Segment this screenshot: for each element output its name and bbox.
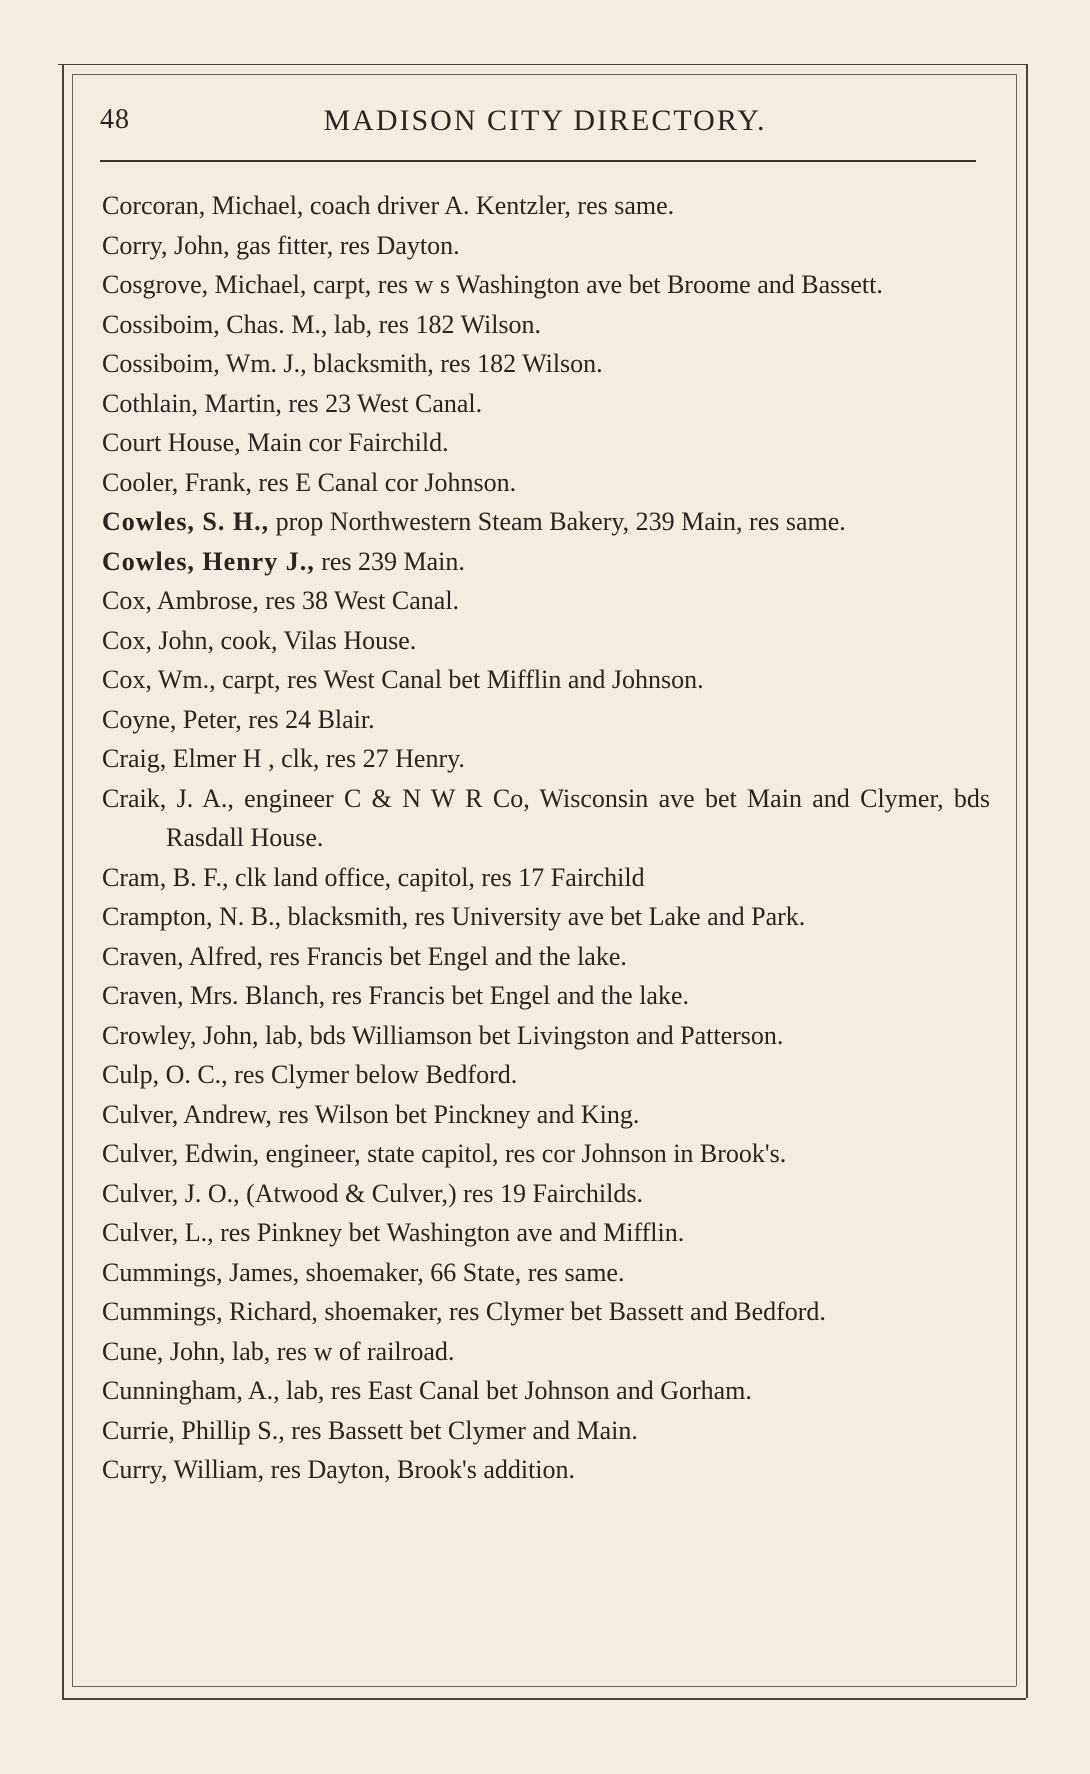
entry-text: Cooler, Frank, res E Canal cor Johnson. xyxy=(102,467,517,497)
entry-text: Crampton, N. B., blacksmith, res University ave bet Lake and Park. xyxy=(102,902,806,931)
directory-entry xyxy=(102,226,990,266)
entry-text: Culver, J. O., (Atwood & Culver,) res 19 Fairchilds. xyxy=(102,1178,643,1208)
entry-text: Cox, John, cook, Vilas House. xyxy=(102,625,417,655)
directory-entry xyxy=(102,976,990,1016)
entry-text: Cunningham, A., lab, res East Canal bet Johnson and Gorham. xyxy=(102,1376,752,1405)
entry-text: Corcoran, Michael, coach driver A. Kentzler, res same. xyxy=(102,191,675,220)
directory-entry xyxy=(102,660,990,700)
entry-text: Cox, Wm., carpt, res West Canal bet Mifflin and Johnson. xyxy=(102,665,704,694)
entry-text: Craig, Elmer H , clk, res 27 Henry. xyxy=(102,744,465,773)
entry-text: Cummings, James, shoemaker, 66 State, res same. xyxy=(102,1257,625,1287)
directory-entry xyxy=(102,621,990,661)
directory-entry xyxy=(102,1371,990,1411)
page-title: MADISON CITY DIRECTORY. xyxy=(323,104,767,137)
entry-text: Culp, O. C., res Clymer below Bedford. xyxy=(102,1060,518,1089)
entry-text: Craven, Alfred, res Francis bet Engel and the lake. xyxy=(102,941,627,971)
entry-text: Craik, J. A., engineer C & N W R Co, Wisconsin ave bet Main and Clymer, bds Rasdall House. xyxy=(102,783,990,852)
entry-text: Crowley, John, lab, bds Williamson bet Livingston and Patterson. xyxy=(102,1020,784,1050)
entry-text: Culver, Edwin, engineer, state capitol, res cor Johnson in Brook's. xyxy=(102,1139,787,1168)
entry-text: Culver, L., res Pinkney bet Washington ave and Mifflin. xyxy=(102,1218,685,1247)
directory-entry xyxy=(102,581,990,621)
entry-text: Cothlain, Martin, res 23 West Canal. xyxy=(102,388,483,418)
directory-entry xyxy=(102,937,990,977)
directory-entry xyxy=(102,700,990,740)
entry-text: Cummings, Richard, shoemaker, res Clymer bet Bassett and Bedford. xyxy=(102,1297,826,1326)
header-rule xyxy=(100,160,976,162)
directory-entry xyxy=(102,1016,990,1056)
page-number: 48 xyxy=(100,104,130,135)
entry-text: Cram, B. F., clk land office, capitol, res 17 Fairchild xyxy=(102,862,645,892)
directory-entry-bold xyxy=(102,502,990,542)
entry-text: Cune, John, lab, res w of railroad. xyxy=(102,1336,455,1366)
entry-text: Cossiboim, Wm. J., blacksmith, res 182 Wilson. xyxy=(102,349,603,378)
directory-entry xyxy=(102,1450,990,1490)
inner-right-rule xyxy=(1016,74,1017,1686)
directory-entry xyxy=(102,463,990,503)
page-header xyxy=(100,104,990,144)
directory-entry xyxy=(102,779,990,858)
entry-text: prop Northwestern Steam Bakery, 239 Main, res same. xyxy=(269,507,846,536)
directory-entry xyxy=(102,858,990,898)
bottom-border-rule xyxy=(62,1698,1026,1700)
directory-entry xyxy=(102,1055,990,1095)
entry-text: Culver, Andrew, res Wilson bet Pinckney and King. xyxy=(102,1099,640,1129)
directory-entry-bold xyxy=(102,542,990,582)
entry-text: Curry, William, res Dayton, Brook's addition. xyxy=(102,1455,576,1484)
entry-text: Currie, Phillip S., res Bassett bet Clymer and Main. xyxy=(102,1415,638,1445)
entry-bold-name: Cowles, S. H., xyxy=(102,507,270,536)
entry-text: Cox, Ambrose, res 38 West Canal. xyxy=(102,586,460,615)
directory-entry xyxy=(102,1213,990,1253)
bottom-inner-rule xyxy=(72,1686,1016,1687)
directory-entry xyxy=(102,1174,990,1214)
directory-entry xyxy=(102,897,990,937)
entry-text: res 239 Main. xyxy=(314,546,465,576)
entry-text: Coyne, Peter, res 24 Blair. xyxy=(102,704,375,734)
directory-entry xyxy=(102,1134,990,1174)
directory-entry xyxy=(102,384,990,424)
directory-entry xyxy=(102,1253,990,1293)
directory-entry xyxy=(102,423,990,463)
entry-bold-name: Cowles, Henry J., xyxy=(102,546,315,576)
directory-entry xyxy=(102,739,990,779)
directory-entry xyxy=(102,1411,990,1451)
directory-entry xyxy=(102,1292,990,1332)
entry-text: Cosgrove, Michael, carpt, res w s Washington ave bet Broome and Bassett. xyxy=(102,270,883,299)
directory-entry xyxy=(102,344,990,384)
directory-entry xyxy=(102,1095,990,1135)
directory-entry xyxy=(102,305,990,345)
entry-text: Cossiboim, Chas. M., lab, res 182 Wilson. xyxy=(102,309,542,339)
entry-text: Court House, Main cor Fairchild. xyxy=(102,428,449,457)
inner-left-rule xyxy=(72,74,73,1686)
directory-entry xyxy=(102,265,990,305)
directory-entry xyxy=(102,186,990,226)
directory-entries xyxy=(102,186,990,1490)
entry-text: Corry, John, gas fitter, res Dayton. xyxy=(102,230,460,260)
entry-text: Craven, Mrs. Blanch, res Francis bet Engel and the lake. xyxy=(102,981,689,1010)
directory-entry xyxy=(102,1332,990,1372)
